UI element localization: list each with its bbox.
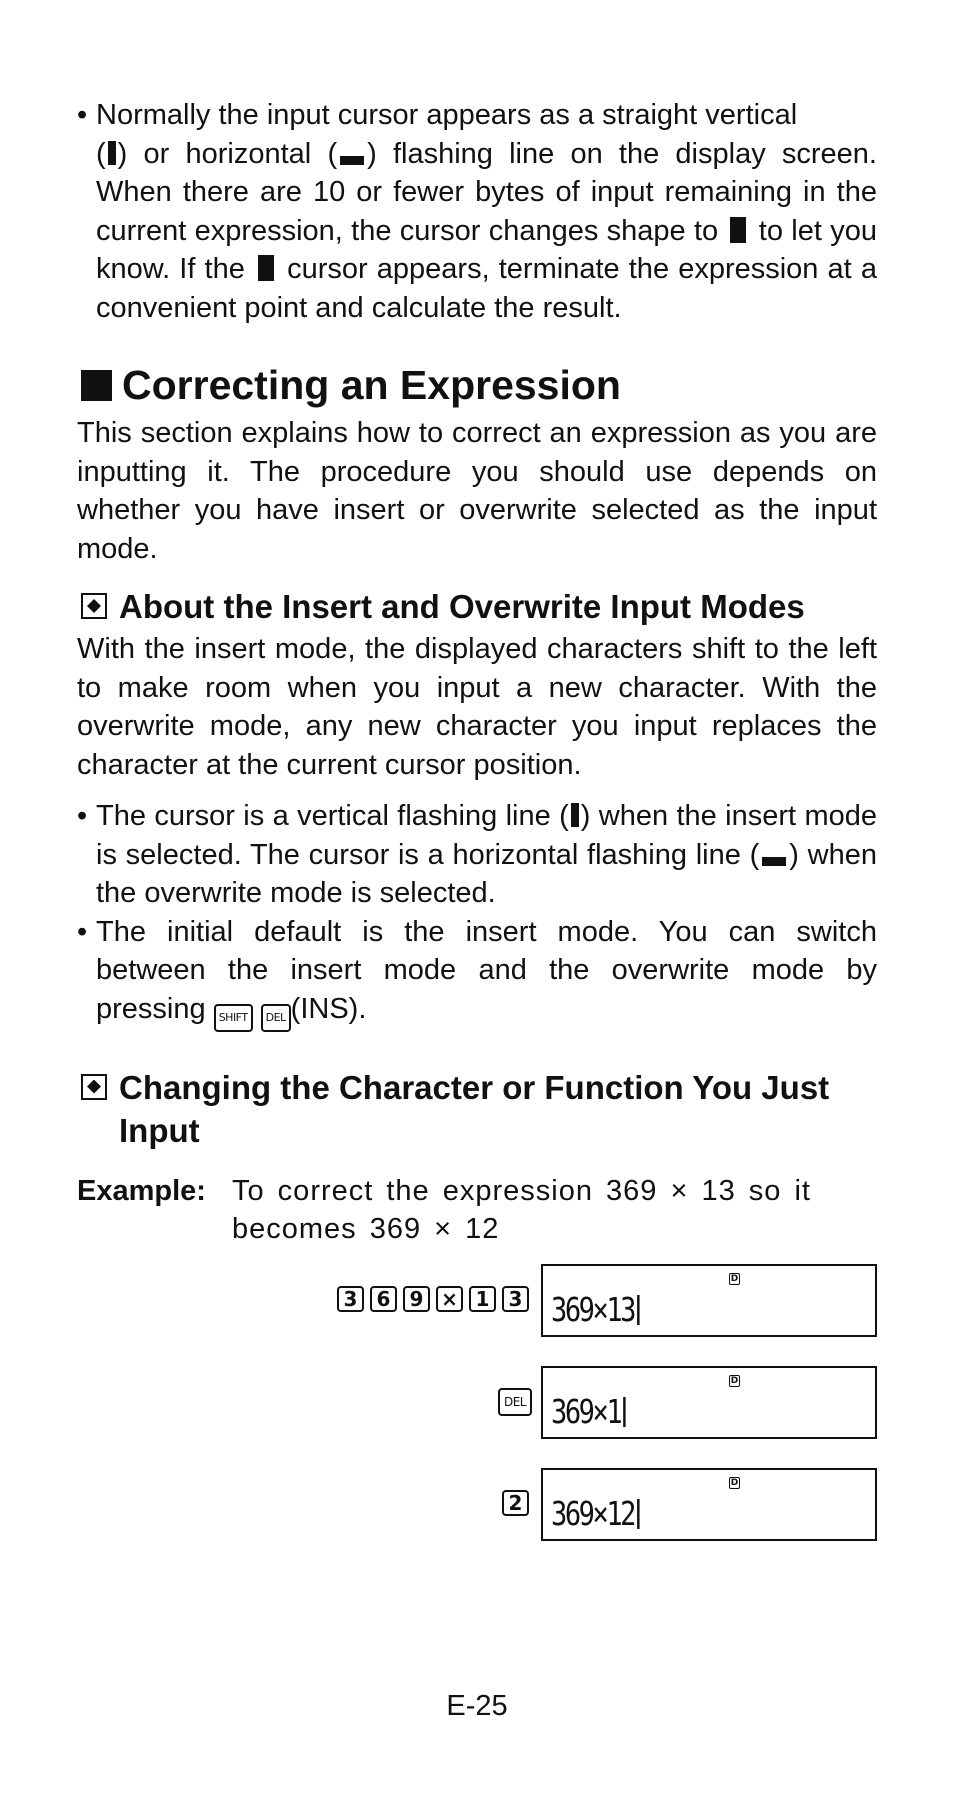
lcd-display bbox=[541, 1468, 877, 1541]
bullet1-text-b: ) when the insert mode is selected. The cursor is a horizontal flashing line ( bbox=[96, 800, 877, 871]
subsection1-title: About the Insert and Overwrite Input Modes bbox=[119, 588, 805, 625]
lcd-display bbox=[541, 1366, 877, 1439]
step-row bbox=[77, 1468, 877, 1570]
block-cursor-icon bbox=[730, 217, 746, 243]
block-cursor-icon bbox=[258, 255, 274, 281]
intro-bullet bbox=[77, 96, 877, 327]
lcd-display bbox=[541, 1264, 877, 1337]
del-key-icon: DEL bbox=[498, 1388, 532, 1416]
section-body: This section explains how to correct an expression as you are inputting it. The procedure you should use depends on whether you have insert or overwrite selected as the input mode. bbox=[77, 417, 877, 565]
example-text bbox=[232, 1172, 877, 1248]
step-row bbox=[77, 1264, 877, 1366]
example-line2: becomes 369 × 12 bbox=[232, 1212, 500, 1245]
lcd-expression bbox=[551, 1392, 626, 1432]
intro-text-e: cursor appears, terminate the expression at a convenient point and calculate the result. bbox=[96, 253, 877, 324]
lcd-cursor-icon bbox=[637, 1295, 639, 1325]
intro-line1: Normally the input cursor appears as a straight vertical bbox=[96, 99, 798, 131]
horizontal-cursor-icon bbox=[762, 857, 786, 866]
bullet1-text-a: The cursor is a vertical flashing line ( bbox=[96, 800, 569, 832]
mode-bullet-2 bbox=[77, 913, 877, 1032]
degree-indicator-icon: D bbox=[730, 1375, 739, 1386]
key-1-icon: 1 bbox=[469, 1286, 496, 1312]
bullet2-text-b: (INS). bbox=[290, 992, 367, 1025]
example-label: Example: bbox=[77, 1174, 206, 1207]
key-sequence bbox=[334, 1286, 532, 1312]
step-row bbox=[77, 1366, 877, 1468]
lcd-text: 369×13 bbox=[551, 1289, 634, 1329]
page-number: E-25 bbox=[446, 1690, 508, 1722]
key-3-icon: 3 bbox=[502, 1286, 529, 1312]
bullet2-text-a: The initial default is the insert mode. You can switch between the insert mode and the overwrite mode by pressing bbox=[96, 915, 877, 1025]
bullet1-text-c: ) when the overwrite mode is selected. bbox=[96, 838, 877, 909]
intro-text-a: ( bbox=[96, 137, 106, 170]
intro-text-c: ) flashing line on the display screen. When there are 10 or fewer bytes of input remaining in the current expression, the cursor changes shape to bbox=[96, 137, 877, 247]
bullet-dot: • bbox=[77, 800, 88, 832]
shift-key-icon: SHIFT bbox=[214, 1004, 253, 1032]
key-2-icon: 2 bbox=[502, 1490, 529, 1516]
vertical-cursor-icon bbox=[108, 141, 116, 165]
example-line1: To correct the expression 369 × 13 so it bbox=[232, 1174, 811, 1207]
intro-text-d: to let you know. If the bbox=[96, 214, 877, 285]
vertical-cursor-icon bbox=[571, 803, 579, 827]
lcd-cursor-icon bbox=[637, 1499, 639, 1529]
lcd-expression bbox=[551, 1494, 640, 1534]
degree-indicator-icon: D bbox=[730, 1273, 739, 1284]
key-sequence bbox=[498, 1388, 532, 1416]
subsection2-title: Changing the Character or Function You Just Input bbox=[119, 1068, 830, 1149]
lcd-text: 369×1 bbox=[551, 1391, 621, 1431]
degree-indicator-icon: D bbox=[730, 1477, 739, 1488]
key-9-icon: 9 bbox=[403, 1286, 430, 1312]
diamond-bullet-icon bbox=[81, 1074, 107, 1100]
bullet-dot: • bbox=[77, 99, 88, 131]
subsection2-heading bbox=[77, 1066, 877, 1152]
section-title: Correcting an Expression bbox=[122, 362, 621, 408]
lcd-expression bbox=[551, 1290, 640, 1330]
lcd-cursor-icon bbox=[623, 1397, 625, 1427]
key-sequence bbox=[499, 1490, 532, 1516]
horizontal-cursor-icon bbox=[340, 156, 364, 165]
subsection1-body: With the insert mode, the displayed characters shift to the left to make room when you input a new character. With the overwrite mode, any new character you input replaces the character at the current cursor position. bbox=[77, 633, 877, 781]
lcd-text: 369×12 bbox=[551, 1493, 634, 1533]
square-bullet-icon bbox=[81, 370, 112, 401]
key-6-icon: 6 bbox=[370, 1286, 397, 1312]
bullet-dot: • bbox=[77, 915, 88, 948]
manual-page bbox=[77, 96, 877, 1570]
diamond-bullet-icon bbox=[81, 593, 107, 619]
subsection1-heading bbox=[77, 585, 877, 628]
key-3-icon: 3 bbox=[337, 1286, 364, 1312]
steps-area bbox=[77, 1264, 877, 1570]
intro-text-b: ) or horizontal ( bbox=[117, 137, 338, 170]
key-multiply-icon: × bbox=[436, 1286, 463, 1312]
mode-bullet-1 bbox=[77, 797, 877, 913]
section-heading bbox=[77, 360, 877, 410]
example-block bbox=[77, 1172, 877, 1248]
del-key-icon: DEL bbox=[261, 1004, 291, 1032]
